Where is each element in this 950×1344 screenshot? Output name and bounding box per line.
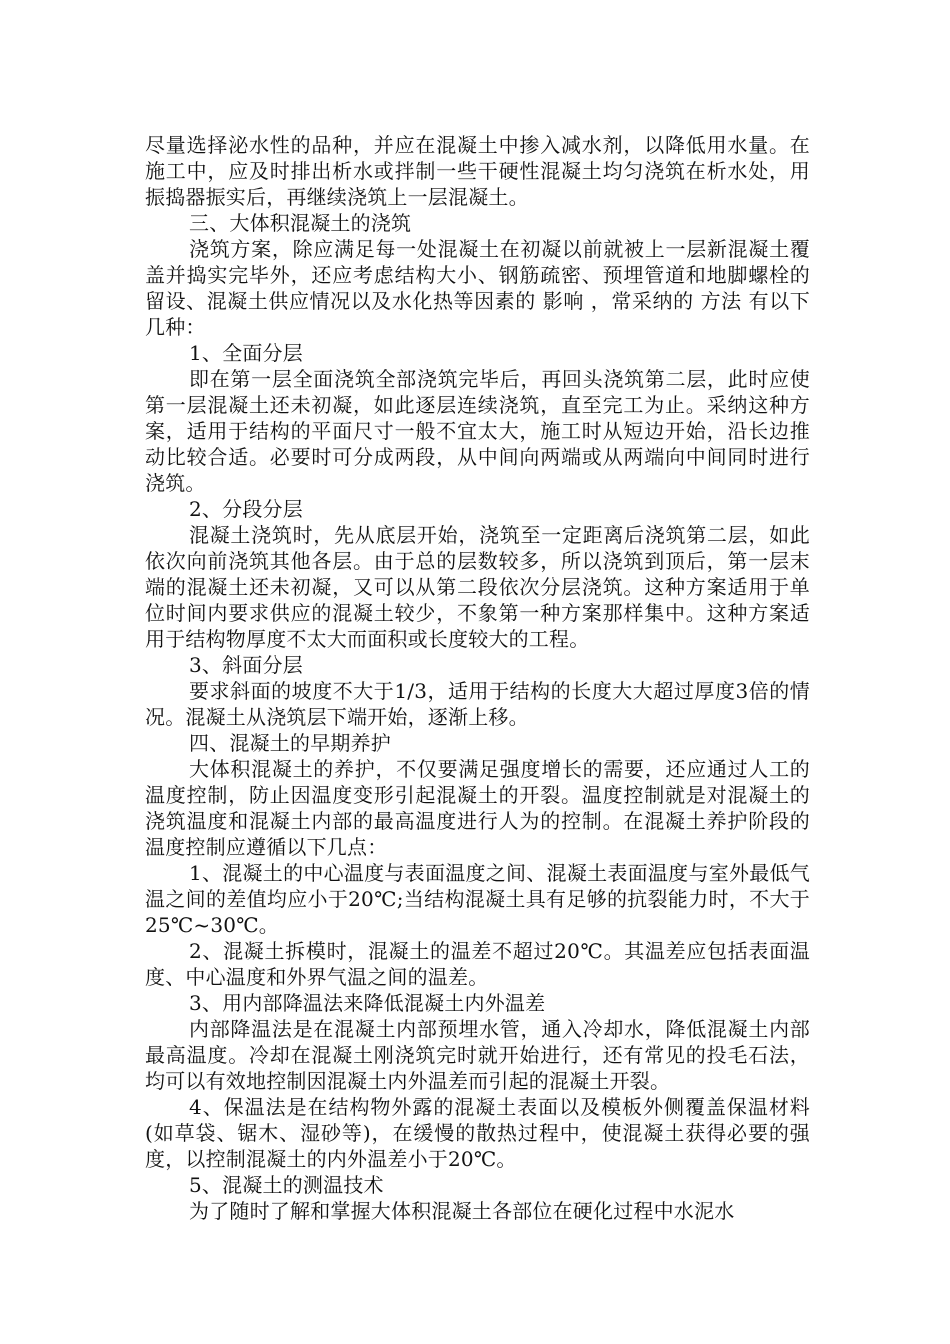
- section-heading: 四、混凝土的早期养护: [189, 731, 391, 755]
- document-body: [145, 132, 810, 1224]
- paragraph: 大体积混凝土的养护，不仅要满足强度增长的需要，还应通过人工的温度控制，防止因温度变形引起混凝土的开裂。温度控制就是对混凝土的浇筑温度和混凝土内部的最高温度进行人为的控制。在混凝土养护阶段的温度控制应遵循以下几点：: [145, 757, 810, 859]
- list-item: 1、混凝土的中心温度与表面温度之间、混凝土表面温度与室外最低气温之间的差值均应小于20℃;当结构混凝土具有足够的抗裂能力时，不大于25℃~30℃。: [145, 861, 810, 937]
- list-item: 2、混凝土拆模时，混凝土的温差不超过20℃。其温差应包括表面温度、中心温度和外界气温之间的温差。: [145, 939, 810, 989]
- paragraph: 浇筑方案，除应满足每一处混凝土在初凝以前就被上一层新混凝土覆盖并捣实完毕外，还应考虑结构大小、钢筋疏密、预埋管道和地脚螺栓的留设、混凝土供应情况以及水化热等因素的 影响 ，常采纳的 方法 有以下几种：: [145, 237, 810, 339]
- subsection-heading: 3、用内部降温法来降低混凝土内外温差: [189, 991, 546, 1015]
- section-heading: 三、大体积混凝土的浇筑: [189, 211, 412, 235]
- paragraph: 内部降温法是在混凝土内部预埋水管，通入冷却水，降低混凝土内部最高温度。冷却在混凝土刚浇筑完时就开始进行，还有常见的投毛石法，均可以有效地控制因混凝土内外温差而引起的混凝土开裂。: [145, 1017, 810, 1093]
- subsection-heading: 1、全面分层: [189, 341, 303, 365]
- subsection-heading: 2、分段分层: [189, 497, 303, 521]
- subsection-heading: 5、混凝土的测温技术: [189, 1173, 384, 1197]
- paragraph: 要求斜面的坡度不大于1/3，适用于结构的长度大大超过厚度3倍的情况。混凝土从浇筑层下端开始，逐渐上移。: [145, 679, 810, 729]
- list-item: 4、保温法是在结构物外露的混凝土表面以及模板外侧覆盖保温材料(如草袋、锯木、湿砂等)，在缓慢的散热过程中，使混凝土获得必要的强度，以控制混凝土的内外温差小于20℃。: [145, 1095, 810, 1171]
- paragraph: 尽量选择泌水性的品种，并应在混凝土中掺入减水剂，以降低用水量。在施工中，应及时排出析水或拌制一些干硬性混凝土均匀浇筑在析水处，用振捣器振实后，再继续浇筑上一层混凝土。: [145, 133, 810, 209]
- subsection-heading: 3、斜面分层: [189, 653, 303, 677]
- paragraph: 为了随时了解和掌握大体积混凝土各部位在硬化过程中水泥水: [189, 1199, 735, 1223]
- paragraph: 即在第一层全面浇筑全部浇筑完毕后，再回头浇筑第二层，此时应使第一层混凝土还未初凝，如此逐层连续浇筑，直至完工为止。采纳这种方案，适用于结构的平面尺寸一般不宜太大，施工时从短边开始，沿长边推动比较合适。必要时可分成两段，从中间向两端或从两端向中间同时进行浇筑。: [145, 367, 810, 495]
- paragraph: 混凝土浇筑时，先从底层开始，浇筑至一定距离后浇筑第二层，如此依次向前浇筑其他各层。由于总的层数较多，所以浇筑到顶后，第一层末端的混凝土还未初凝，又可以从第二段依次分层浇筑。这种方案适用于单位时间内要求供应的混凝土较少，不象第一种方案那样集中。这种方案适用于结构物厚度不太大而面积或长度较大的工程。: [145, 523, 810, 651]
